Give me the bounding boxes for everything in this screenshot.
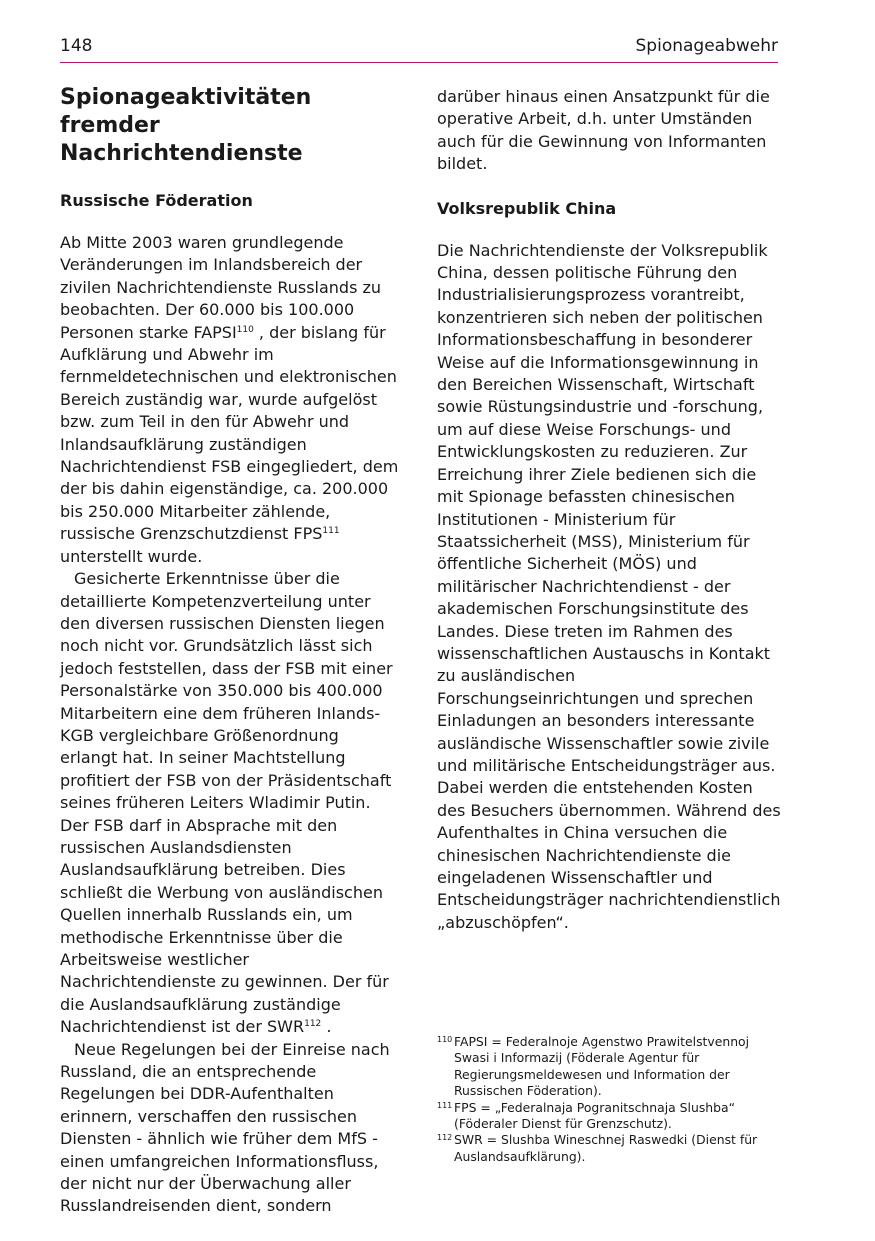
running-title: Spionageabwehr: [635, 36, 778, 56]
footnote-number: 111: [437, 1100, 453, 1110]
footnotes: [437, 1034, 779, 1165]
page-number: 148: [60, 36, 93, 56]
paragraph-text: unterstellt wurde.: [60, 546, 203, 566]
footnote-111: [437, 1100, 779, 1133]
footnote-text: SWR = Slushba Wineschnej Raswedki (Dienst für Auslandsaufklärung).: [454, 1132, 758, 1164]
paragraph-china: Die Nachrichtendienste der Volksrepublik China, dessen politische Führung den Industrialisierungsprozess vorantreibt, konzentrieren sich neben der politischen Informationsbeschaffung in besonderer Weise auf die Informationsgewinnung in den Bereichen Wissenschaft, Wirtschaft sowie Rüstungsindustrie und -forschung, um auf diese Weise Forschungs- und Entwicklungskosten zu reduzieren. Zur Erreichung ihrer Ziele bedienen sich die mit Spionage befassten chinesischen Institutionen - Ministerium für Staatssicherheit (MSS), Ministerium für öffentliche Sicherheit (MÖS) und militärischer Nachrichtendienst - der akademischen Forschungsinstitute des Landes. Diese treten im Rahmen des wissenschaftlichen Austauschs in Kontakt zu ausländischen Forschungseinrichtungen und sprechen Einladungen an besonders interessante ausländische Wissenschaftler sowie zivile und militärische Entscheidungsträger aus. Dabei werden die entstehenden Kosten des Besuchers übernommen. Während des Aufenthaltes in China versuchen die chinesischen Nachrichtendienste die eingeladenen Wissenschaftler und Entscheidungsträger nachrichtendienstlich „abzuschöpfen“.: [437, 240, 781, 932]
page-header: [60, 34, 778, 63]
left-column: [60, 84, 400, 1218]
paragraph-text: Gesicherte Erkenntnisse über die detaillierte Kompetenzverteilung unter den diversen russischen Diensten liegen noch nicht vor. Grundsätzlich lässt sich jedoch feststellen, dass der FSB mit einer Personalstärke von 350.000 bis 400.000 Mitarbeitern eine dem früheren Inlands-KGB vergleichbare Größenordnung erlangt hat. In seiner Machtstellung profitiert der FSB von der Präsidentschaft seines früheren Leiters Wladimir Putin. Der FSB darf in Absprache mit den russischen Auslandsdiensten Auslandsaufklärung betreiben. Dies schließt die Werbung von ausländischen Quellen innerhalb Russlands ein, um methodische Erkenntnisse über die Arbeitsweise westlicher Nachrichtendienste zu gewinnen. Der für die Auslandsaufklärung zuständige Nachrichtendienst ist der SWR: [60, 569, 393, 1037]
subheading-china: Volksrepublik China: [437, 198, 617, 218]
footnote-number: 110: [437, 1035, 453, 1044]
paragraph-text: , der bislang für Aufklärung und Abwehr im fernmeldetechnischen und elektronischen Bereich zuständig war, wurde aufgelöst bzw. zum Teil in den für Abwehr und Inlandsaufklärung zuständigen Nachrichtendienst FSB eingegliedert, dem der bis dahin eigenständige, ca. 200.000 bis 250.000 Mitarbeiter zählende, russische Grenzschutzdienst FPS: [60, 322, 399, 544]
footnote-ref-111[interactable]: 111: [322, 526, 340, 537]
paragraph-russia-3: Neue Regelungen bei der Einreise nach Russland, die an entsprechende Regelungen bei DDR-Aufenthalten erinnern, verschaffen den russischen Diensten - ähnlich wie früher dem MfS - einen umfangreichen Informationsfluss, der nicht nur der Überwachung aller Russlandreisenden dient, sondern: [60, 1039, 390, 1216]
paragraph-russia-2: [60, 568, 400, 1039]
section-title: Spionageaktivitäten fremder Nachrichtendienste: [60, 85, 312, 166]
footnote-ref-110[interactable]: 110: [236, 324, 254, 335]
paragraph-russia-1: [60, 232, 400, 568]
right-column: [437, 86, 781, 934]
footnote-text: FAPSI = Federalnoje Agenstwo Prawitelstvennoj Swasi i Informazij (Föderale Agentur für Regierungsmeldewesen und Information der Russischen Föderation).: [454, 1034, 750, 1099]
subheading-russia: Russische Föderation: [60, 191, 253, 210]
footnote-text: FPS = „Federalnaja Pogranitschnaja Slushba“ (Föderaler Dienst für Grenzschutz).: [454, 1099, 736, 1132]
paragraph-text: Ab Mitte 2003 waren grundlegende Veränderungen im Inlandsbereich der zivilen Nachrichtendienste Russlands zu beobachten. Der 60.000 bis 100.000 Personen starke FAPSI: [60, 233, 382, 342]
footnote-number: 112: [437, 1133, 453, 1143]
spacer: [437, 176, 781, 198]
footnote-110: [437, 1034, 779, 1100]
footnote-112: [437, 1132, 779, 1165]
paragraph-text: .: [321, 1017, 332, 1037]
paragraph-continued: darüber hinaus einen Ansatzpunkt für die operative Arbeit, d.h. unter Umständen auch für die Gewinnung von Informanten bildet.: [437, 87, 770, 174]
footnote-ref-112[interactable]: 112: [304, 1019, 322, 1030]
